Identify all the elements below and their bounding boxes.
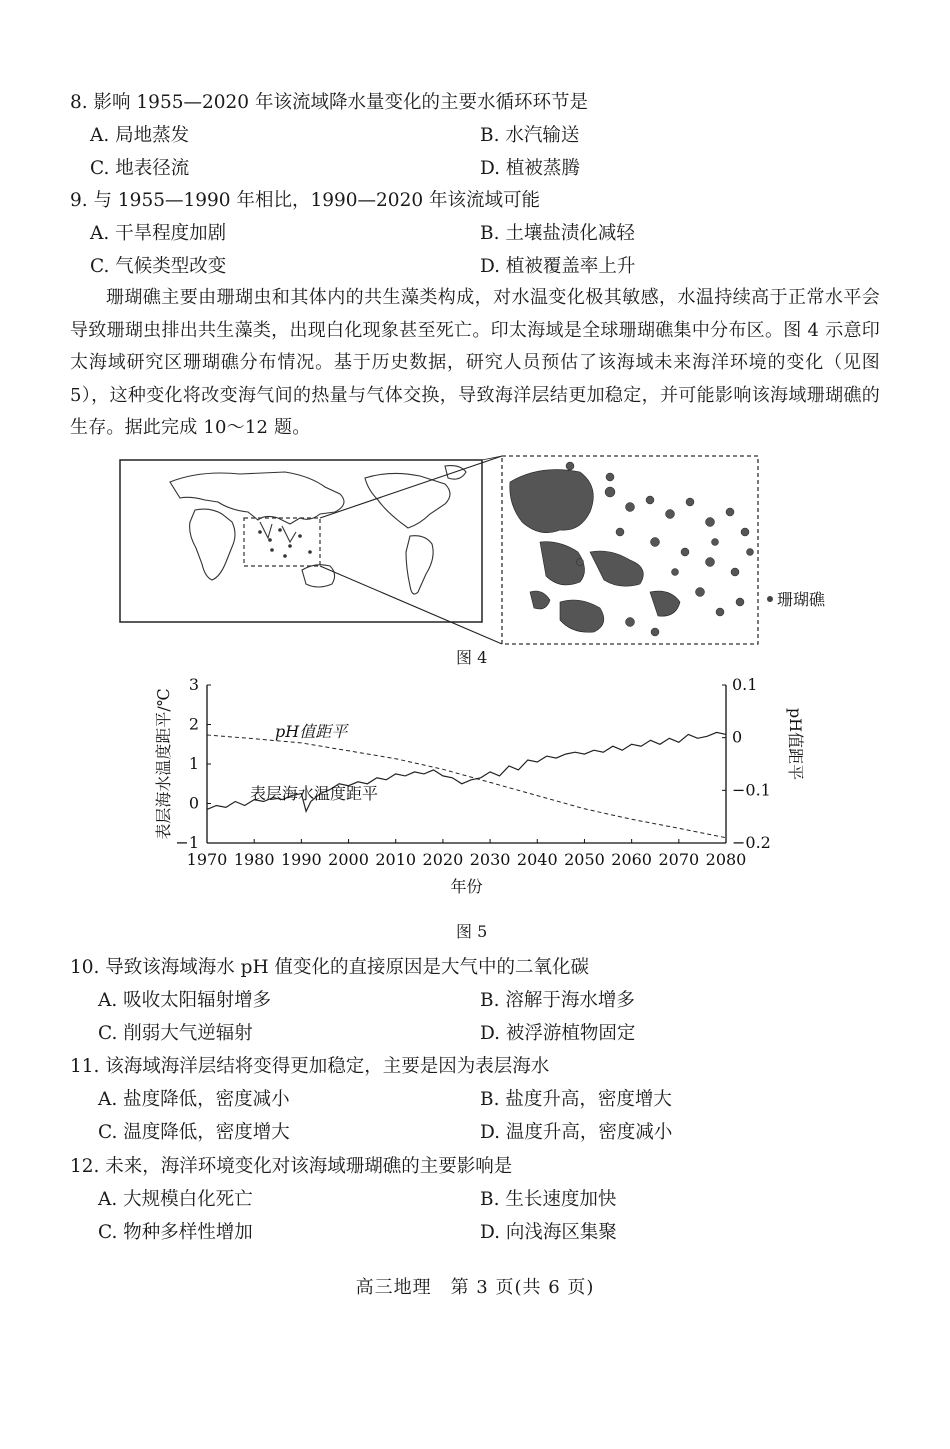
y-left-tick-label: 1 (188, 754, 199, 773)
question-11-option-a: A. 盐度降低，密度减小 (98, 1089, 290, 1110)
y-right-axis-title: pH值距平 (786, 707, 805, 781)
ph-series-label: pH值距平 (275, 722, 348, 741)
question-8-option-d: D. 植被蒸腾 (480, 158, 580, 179)
question-8-option-b: B. 水汽输送 (480, 125, 580, 146)
question-9-option-a: A. 干旱程度加剧 (90, 223, 227, 244)
coral-legend-label: 珊瑚礁 (777, 590, 826, 609)
x-axis-title: 年份 (450, 877, 483, 896)
question-8-option-c: C. 地表径流 (90, 158, 190, 179)
coral-legend-marker (767, 596, 773, 602)
x-tick-label: 2030 (469, 850, 511, 869)
y-right-tick-label: −0.2 (732, 833, 771, 852)
x-tick-label: 1990 (281, 850, 322, 869)
x-tick-label: 2020 (422, 850, 464, 869)
sst-series-label: 表层海水温度距平 (250, 784, 379, 803)
figure-5-chart (150, 670, 810, 910)
x-tick-label: 1970 (186, 850, 228, 869)
y-right-tick-label: 0.1 (732, 675, 758, 694)
question-9-option-c: C. 气候类型改变 (90, 256, 227, 277)
x-tick-label: 2080 (705, 850, 747, 869)
question-9-stem: 9. 与 1955—1990 年相比，1990—2020 年该流域可能 (70, 190, 540, 211)
question-9-option-d: D. 植被覆盖率上升 (480, 256, 636, 277)
question-10-option-c: C. 削弱大气逆辐射 (98, 1023, 253, 1044)
x-tick-label: 2000 (328, 850, 369, 869)
page-footer: 高三地理 第 3 页(共 6 页) (355, 1277, 595, 1298)
question-12-option-d: D. 向浅海区集聚 (480, 1222, 617, 1243)
y-left-tick-label: −1 (175, 833, 199, 852)
question-11-option-d: D. 温度升高，密度减小 (480, 1122, 673, 1143)
figure-5-caption: 图 5 (456, 922, 488, 941)
question-12-stem: 12. 未来，海洋环境变化对该海域珊瑚礁的主要影响是 (70, 1156, 513, 1177)
question-12-option-b: B. 生长速度加快 (480, 1189, 617, 1210)
y-left-tick-label: 2 (188, 714, 199, 734)
question-12-option-c: C. 物种多样性增加 (98, 1222, 253, 1243)
y-right-tick-label: 0 (732, 727, 743, 747)
figure-4-coral-map (110, 452, 850, 648)
question-10-option-b: B. 溶解于海水增多 (480, 990, 635, 1011)
question-10-option-a: A. 吸收太阳辐射增多 (98, 990, 272, 1011)
question-11-stem: 11. 该海域海洋层结将变得更加稳定，主要是因为表层海水 (70, 1056, 550, 1077)
question-11-option-b: B. 盐度升高，密度增大 (480, 1089, 672, 1110)
x-tick-label: 1980 (233, 850, 275, 869)
question-10-option-d: D. 被浮游植物固定 (480, 1023, 636, 1044)
figure-4-caption: 图 4 (456, 648, 488, 667)
question-12-option-a: A. 大规模白化死亡 (98, 1189, 253, 1210)
y-left-tick-label: 3 (188, 675, 199, 694)
x-tick-label: 2050 (564, 850, 605, 869)
y-right-tick-label: −0.1 (732, 780, 771, 800)
x-tick-label: 2040 (516, 850, 558, 869)
y-left-tick-label: 0 (188, 793, 199, 813)
question-9-option-b: B. 土壤盐渍化减轻 (480, 223, 635, 244)
passage-coral-reef: 珊瑚礁主要由珊瑚虫和其体内的共生藻类构成，对水温变化极其敏感，水温持续高于正常水平会导致珊瑚虫排出共生藻类，出现白化现象甚至死亡。印太海域是全球珊瑚礁集中分布区。图 4 示意印太海域研究区珊瑚礁分布情况。基于历史数据，研究人员预估了该海域未来海洋环境的变化（见图 5），这种变化将改变海气间的热量与气体交换，导致海洋层结更加稳定，并可能影响该海域珊瑚礁的生存。据此完成 10～12 题。 (70, 287, 880, 438)
y-left-axis-title: 表层海水温度距平/℃ (154, 688, 173, 840)
question-10-stem: 10. 导致该海域海水 pH 值变化的直接原因是大气中的二氧化碳 (70, 957, 590, 978)
x-tick-label: 2010 (375, 850, 417, 869)
question-8-stem: 8. 影响 1955—2020 年该流域降水量变化的主要水循环环节是 (70, 92, 588, 113)
question-8-option-a: A. 局地蒸发 (90, 125, 190, 146)
x-tick-label: 2070 (658, 850, 700, 869)
x-tick-label: 2060 (611, 850, 652, 869)
question-11-option-c: C. 温度降低，密度增大 (98, 1122, 290, 1143)
